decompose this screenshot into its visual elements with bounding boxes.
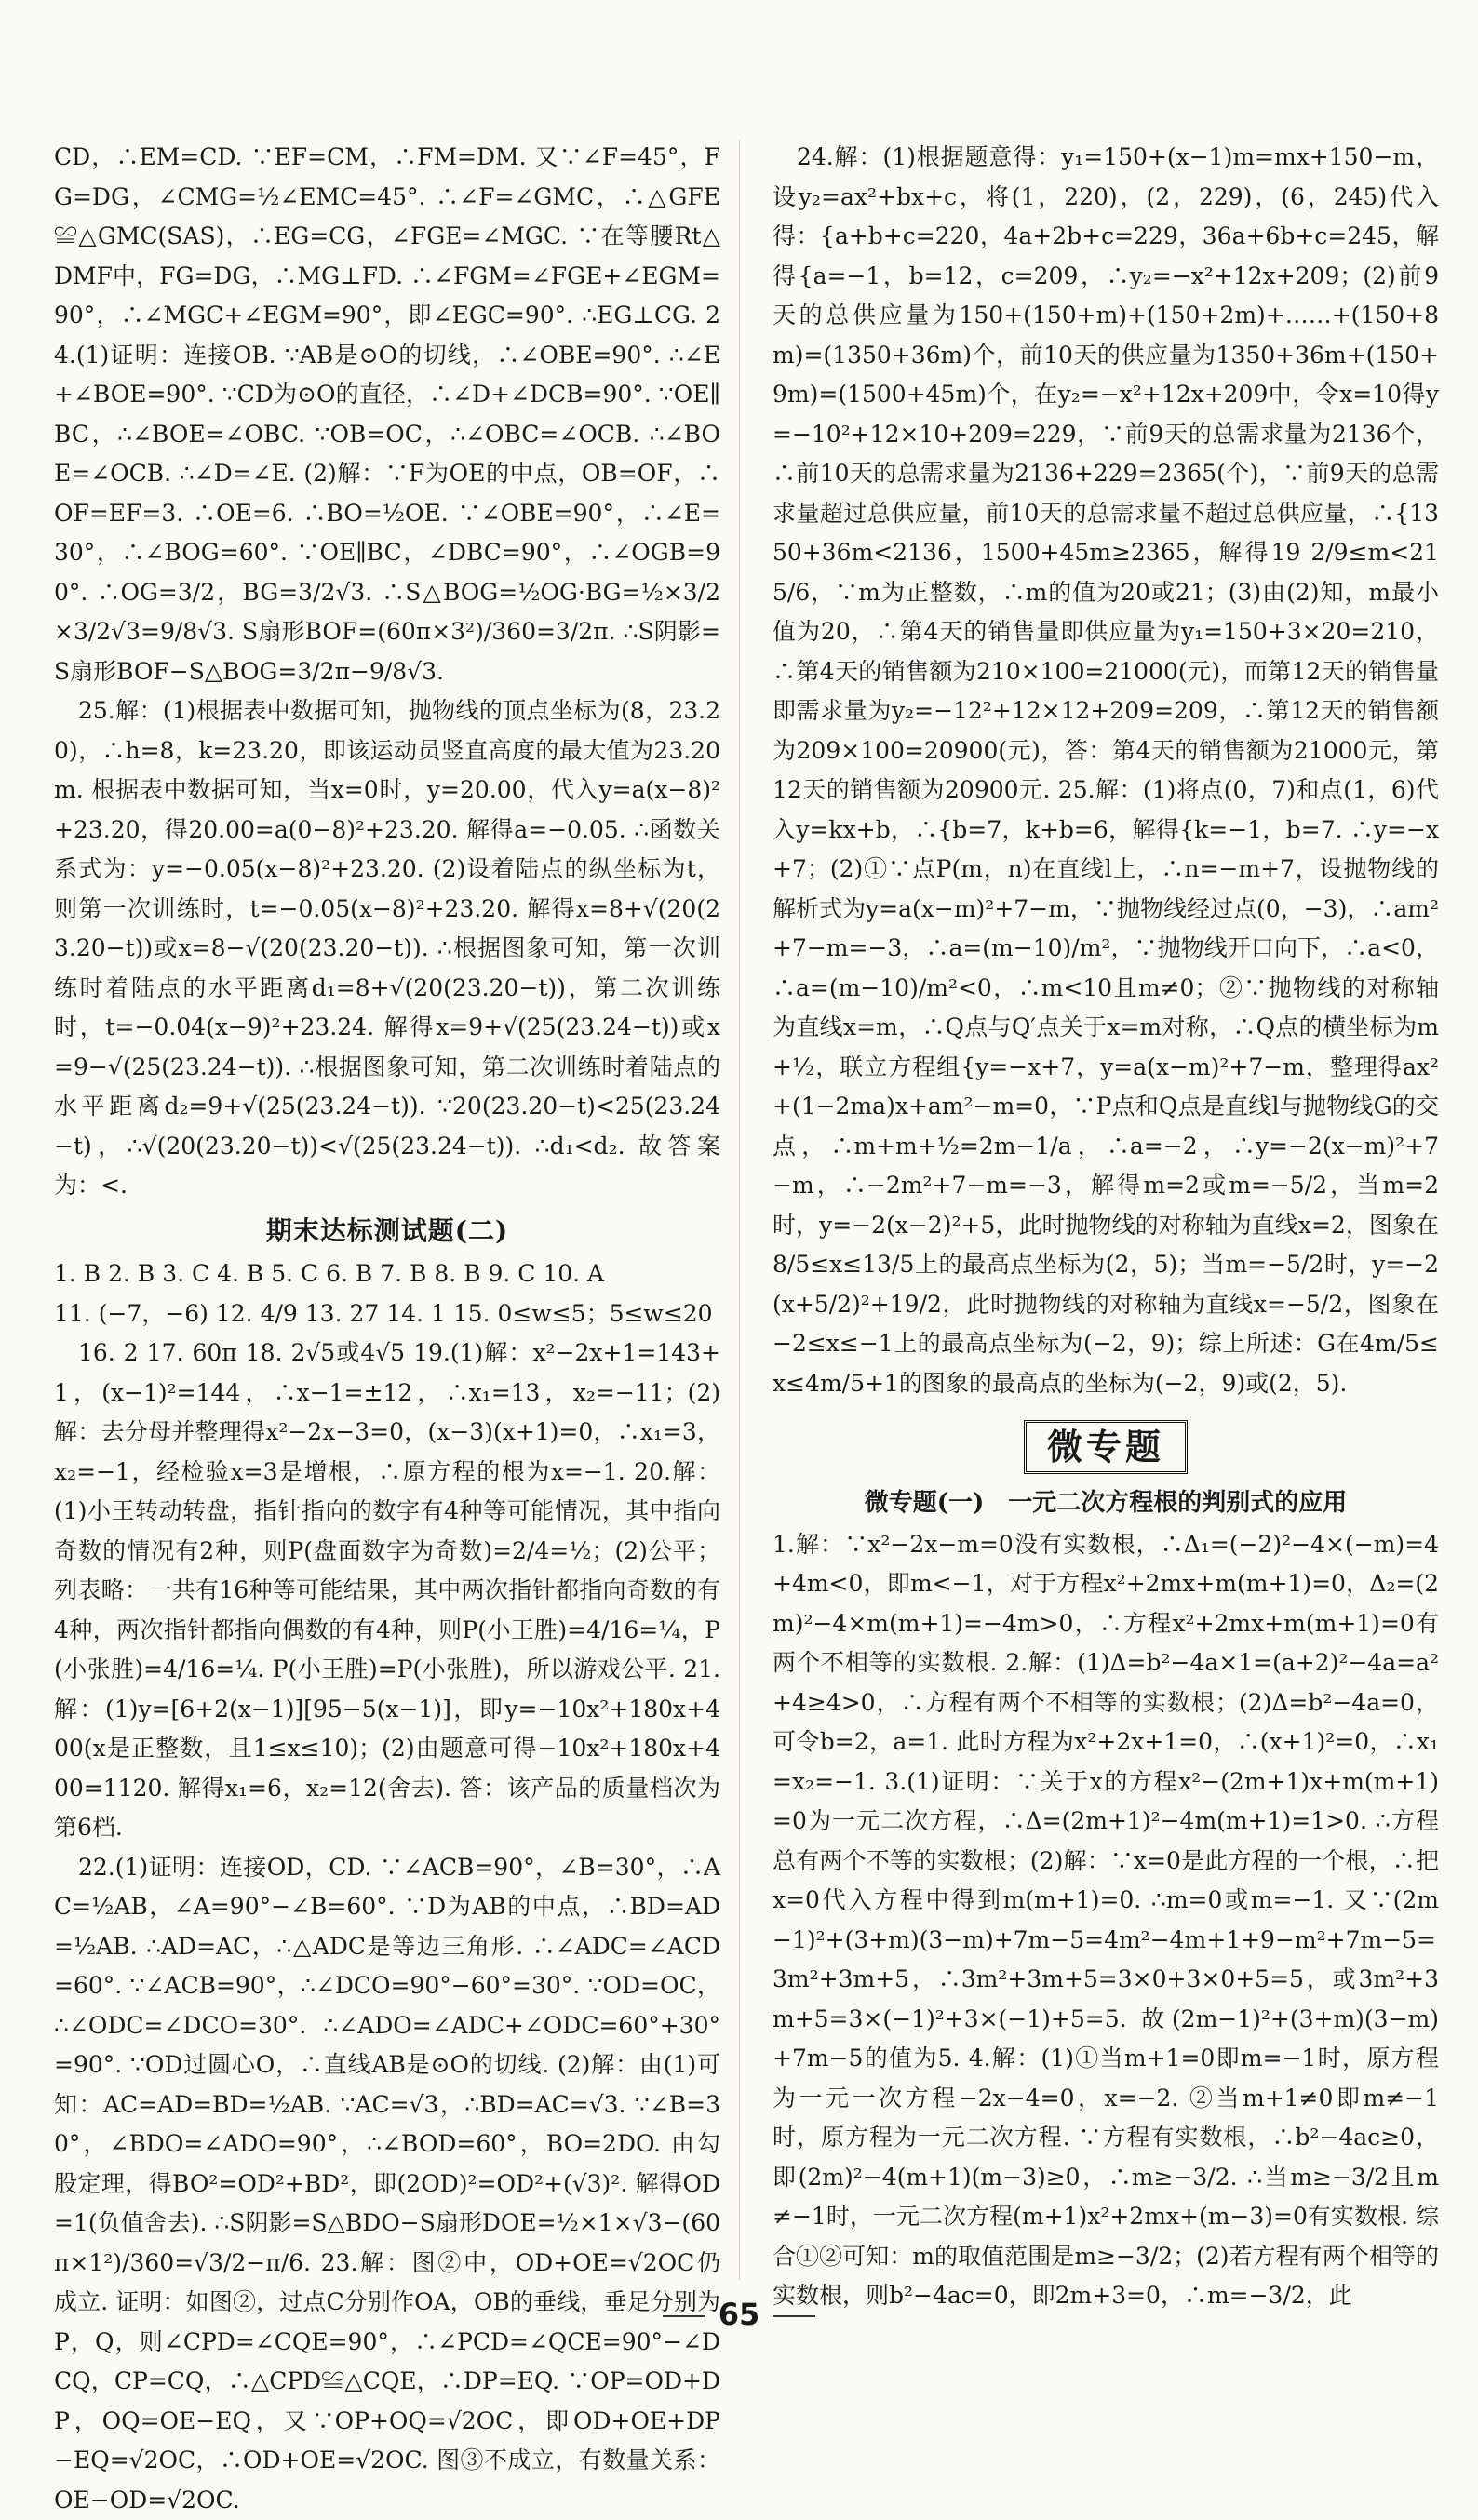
column-divider <box>739 140 740 2280</box>
page-number-dash-left <box>663 2315 705 2317</box>
left-paragraph-4: 22.(1)证明：连接OD，CD. ∵∠ACB=90°，∠B=30°，∴AC=½AB，∠A=90°−∠B=60°. ∵D为AB的中点，∴BD=AD=½AB. ∴AD=AC，∴△ADC是等边三角形. ∴∠ADC=∠ACD=60°. ∵∠ACB=90°，∴∠DCO=90°−60°=30°. ∵OD=OC，∴∠ODC=∠DCO=30°. ∴∠ADO=∠ADC+∠ODC=60°+30°=90°. ∵OD过圆心O，∴直线AB是⊙O的切线. (2)解：由(1)可知：AC=AD=BD=½AB. ∵AC=√3，∴BD=AC=√3. ∵∠B=30°，∠BDO=∠ADO=90°，∴∠BOD=60°，BO=2DO. 由勾股定理，得BO²=OD²+BD²，即(2OD)²=OD²+(√3)². 解得OD=1(负值舍去). ∴S阴影=S△BDO−S扇形DOE=½×1×√3−(60π×1²)/360=√3/2−π/6. 23.解：图②中，OD+OE=√2OC仍成立. 证明：如图②，过点C分别作OA，OB的垂线，垂足分别为P，Q，则∠CPD=∠CQE=90°，∴∠PCD=∠QCE=90°−∠DCQ，CP=CQ，∴△CPD≌△CQE，∴DP=EQ. ∵OP=OD+DP，OQ=OE−EQ，又∵OP+OQ=√2OC，即OD+OE+DP−EQ=√2OC，∴OD+OE=√2OC. 图③不成立，有数量关系：OE−OD=√2OC. <box>54 1848 720 2520</box>
page-number-text: 65 <box>719 2297 760 2332</box>
left-paragraph-1: CD，∴EM=CD. ∵EF=CM，∴FM=DM. 又∵∠F=45°，FG=DG，∠CMG=½∠EMC=45°. ∴∠F=∠GMC，∴△GFE≌△GMC(SAS)，∴EG=CG，∠FGE=∠MGC. ∵在等腰Rt△DMF中，FG=DG，∴MG⊥FD. ∴∠FGM=∠FGE+∠EGM=90°，∴∠MGC+∠EGM=90°，即∠EGC=90°. ∴EG⊥CG. 24.(1)证明：连接OB. ∵AB是⊙O的切线，∴∠OBE=90°. ∴∠E+∠BOE=90°. ∵CD为⊙O的直径，∴∠D+∠DCB=90°. ∵OE∥BC，∴∠BOE=∠OBC. ∵OB=OC，∴∠OBC=∠OCB. ∴∠BOE=∠OCB. ∴∠D=∠E. (2)解：∵F为OE的中点，OB=OF，∴OF=EF=3. ∴OE=6. ∴BO=½OE. ∵∠OBE=90°，∴∠E=30°，∴∠BOG=60°. ∵OE∥BC，∠DBC=90°，∴∠OGB=90°. ∴OG=3/2，BG=3/2√3. ∴S△BOG=½OG·BG=½×3/2×3/2√3=9/8√3. S扇形BOF=(60π×3²)/360=3/2π. ∴S阴影=S扇形BOF−S△BOG=3/2π−9/8√3. <box>54 138 720 691</box>
left-paragraph-2: 25.解：(1)根据表中数据可知，抛物线的顶点坐标为(8，23.20)，∴h=8，k=23.20，即该运动员竖直高度的最大值为23.20 m. 根据表中数据可知，当x=0时，y=20.00，代入y=a(x−8)²+23.20，得20.00=a(0−8)²+23.20. 解得a=−0.05. ∴函数关系式为：y=−0.05(x−8)²+23.20. (2)设着陆点的纵坐标为t，则第一次训练时，t=−0.05(x−8)²+23.20. 解得x=8+√(20(23.20−t))或x=8−√(20(23.20−t)). ∴根据图象可知，第一次训练时着陆点的水平距离d₁=8+√(20(23.20−t))，第二次训练时，t=−0.04(x−9)²+23.24. 解得x=9+√(25(23.24−t))或x=9−√(25(23.24−t)). ∴根据图象可知，第二次训练时着陆点的水平距离d₂=9+√(25(23.24−t)). ∵20(23.20−t)<25(23.24−t)，∴√(20(23.20−t))<√(25(23.24−t)). ∴d₁<d₂. 故答案为：<. <box>54 691 720 1206</box>
micro-topic-box-title: 微专题 <box>1024 1420 1188 1474</box>
page-number <box>0 2297 1478 2332</box>
right-column <box>773 138 1439 2316</box>
answers-row-1: 1. B 2. B 3. C 4. B 5. C 6. B 7. B 8. B 9. C 10. A <box>54 1254 720 1294</box>
right-paragraph-1: 24.解：(1)根据题意得：y₁=150+(x−1)m=mx+150−m，设y₂=ax²+bx+c，将(1，220)，(2，229)，(6，245)代入得：{a+b+c=220，4a+2b+c=229，36a+6b+c=245，解得{a=−1，b=12，c=209，∴y₂=−x²+12x+209；(2)前9天的总供应量为150+(150+m)+(150+2m)+……+(150+8m)=(1350+36m)个，前10天的供应量为1350+36m+(150+9m)=(1500+45m)个，在y₂=−x²+12x+209中，令x=10得y=−10²+12×10+209=229，∵前9天的总需求量为2136个，∴前10天的总需求量为2136+229=2365(个)，∵前9天的总需求量超过总供应量，前10天的总需求量不超过总供应量，∴{1350+36m<2136，1500+45m≥2365，解得19 2/9≤m<21 5/6，∵m为正整数，∴m的值为20或21；(3)由(2)知，m最小值为20，∴第4天的销售量即供应量为y₁=150+3×20=210，∴第4天的销售额为210×100=21000(元)，而第12天的销售量即需求量为y₂=−12²+12×12+209=209，∴第12天的销售额为209×100=20900(元)，答：第4天的销售额为21000元，第12天的销售额为20900元. 25.解：(1)将点(0，7)和点(1，6)代入y=kx+b，∴{b=7，k+b=6，解得{k=−1，b=7. ∴y=−x+7；(2)①∵点P(m，n)在直线l上，∴n=−m+7，设抛物线的解析式为y=a(x−m)²+7−m，∵抛物线经过点(0，−3)，∴am²+7−m=−3，∴a=(m−10)/m²，∵抛物线开口向下，∴a<0，∴a=(m−10)/m²<0，∴m<10且m≠0；②∵抛物线的对称轴为直线x=m，∴Q点与Q′点关于x=m对称，∴Q点的横坐标为m+½，联立方程组{y=−x+7，y=a(x−m)²+7−m，整理得ax²+(1−2ma)x+am²−m=0，∵P点和Q点是直线l与抛物线G的交点，∴m+m+½=2m−1/a，∴a=−2，∴y=−2(x−m)²+7−m，∴−2m²+7−m=−3，解得m=2或m=−5/2，当m=2时，y=−2(x−2)²+5，此时抛物线的对称轴为直线x=2，图象在8/5≤x≤13/5上的最高点坐标为(2，5)；当m=−5/2时，y=−2(x+5/2)²+19/2，此时抛物线的对称轴为直线x=−5/2，图象在−2≤x≤−1上的最高点坐标为(−2，9)；综上所述：G在4m/5≤x≤4m/5+1的图象的最高点的坐标为(−2，9)或(2，5). <box>773 138 1439 1403</box>
answers-row-2: 11. (−7，−6) 12. 4/9 13. 27 14. 1 15. 0≤w≤5；5≤w≤20 <box>54 1294 720 1334</box>
micro-topic-subtitle: 微专题(一) 一元二次方程根的判别式的应用 <box>773 1483 1439 1523</box>
left-column <box>54 138 720 2520</box>
section-title: 期末达标测试题(二) <box>54 1212 720 1252</box>
page-number-dash-right <box>773 2315 815 2317</box>
right-paragraph-2: 1.解：∵x²−2x−m=0没有实数根，∴Δ₁=(−2)²−4×(−m)=4+4m<0，即m<−1，对于方程x²+2mx+m(m+1)=0，Δ₂=(2m)²−4×m(m+1)=−4m>0，∴方程x²+2mx+m(m+1)=0有两个不相等的实数根. 2.解：(1)Δ=b²−4a×1=(a+2)²−4a=a²+4≥4>0，∴方程有两个不相等的实数根；(2)Δ=b²−4a=0，可令b=2，a=1. 此时方程为x²+2x+1=0，∴(x+1)²=0，∴x₁=x₂=−1. 3.(1)证明：∵关于x的方程x²−(2m+1)x+m(m+1)=0为一元二次方程，∴Δ=(2m+1)²−4m(m+1)=1>0. ∴方程总有两个不等的实数根；(2)解：∵x=0是此方程的一个根，∴把x=0代入方程中得到m(m+1)=0. ∴m=0或m=−1. 又∵(2m−1)²+(3+m)(3−m)+7m−5=4m²−4m+1+9−m²+7m−5=3m²+3m+5，∴3m²+3m+5=3×0+3×0+5=5，或3m²+3m+5=3×(−1)²+3×(−1)+5=5. 故(2m−1)²+(3+m)(3−m)+7m−5的值为5. 4.解：(1)①当m+1=0即m=−1时，原方程为一元一次方程−2x−4=0，x=−2. ②当m+1≠0即m≠−1时，原方程为一元二次方程. ∵方程有实数根，∴b²−4ac≥0，即(2m)²−4(m+1)(m−3)≥0，∴m≥−3/2. ∴当m≥−3/2且m≠−1时，一元二次方程(m+1)x²+2mx+(m−3)=0有实数根. 综合①②可知：m的取值范围是m≥−3/2；(2)若方程有两个相等的实数根，则b²−4ac=0，即2m+3=0，∴m=−3/2，此 <box>773 1525 1439 2316</box>
box-title-wrap <box>773 1420 1439 1474</box>
left-paragraph-3: 16. 2 17. 60π 18. 2√5或4√5 19.(1)解：x²−2x+1=143+1，(x−1)²=144，∴x−1=±12，∴x₁=13，x₂=−11；(2)解：去分母并整理得x²−2x−3=0，(x−3)(x+1)=0，∴x₁=3，x₂=−1，经检验x=3是增根，∴原方程的根为x=−1. 20.解：(1)小王转动转盘，指针指向的数字有4种等可能情况，其中指向奇数的情况有2种，则P(盘面数字为奇数)=2/4=½；(2)公平；列表略：一共有16种等可能结果，其中两次指针都指向奇数的有4种，两次指针都指向偶数的有4种，则P(小王胜)=4/16=¼，P(小张胜)=4/16=¼. P(小王胜)=P(小张胜)，所以游戏公平. 21.解：(1)y=[6+2(x−1)][95−5(x−1)]，即y=−10x²+180x+400(x是正整数，且1≤x≤10)；(2)由题意可得−10x²+180x+400=1120. 解得x₁=6，x₂=12(舍去). 答：该产品的质量档次为第6档. <box>54 1334 720 1848</box>
